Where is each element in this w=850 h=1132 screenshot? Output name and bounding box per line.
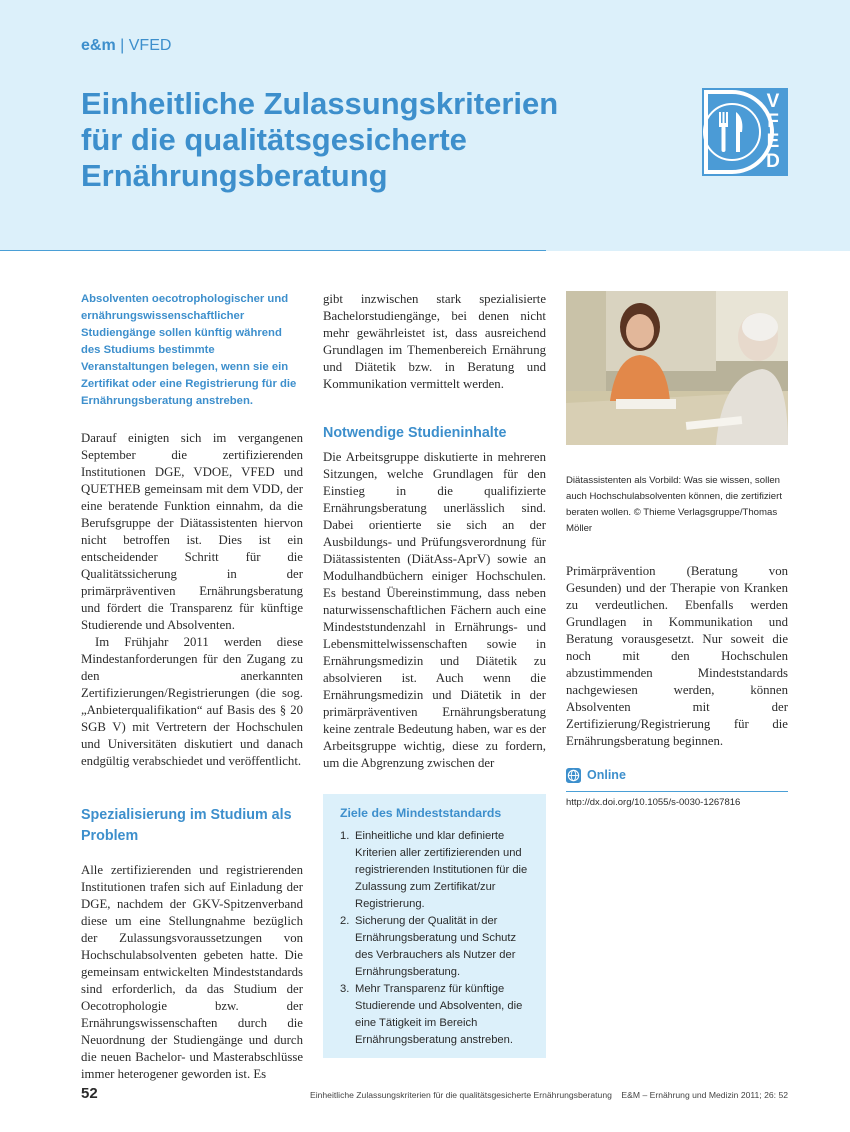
online-divider — [566, 791, 788, 792]
article-title — [81, 86, 681, 194]
body-paragraph: Im Frühjahr 2011 werden diese Mindestanforderungen für den Zugang zu den anerkannten Zertifizierungen/Registrierungen (die sog. „Anbieterqualifikation“ auf Basis des § 20 SGB V) mit Vertretern der Hochschulen und Universitäten diskutiert und danach endgültig verabschiedet und veröffentlicht. — [81, 635, 303, 768]
body-paragraph: Darauf einigten sich im vergangenen September die zertifizierenden Institutionen DGE, VDOE, VFED und QUETHEB gemeinsam mit dem VDD, der eine beratende Funktion einnahm, da die Berufsgruppe der Diätassistenten hiervon nicht betroffen ist. Dies ist ein entscheidender Schritt für die Qualitätssicherung in der primärpräventiven Ernährungsberatung und fördert die Transparenz für künftige Studierende und Absolventen. — [81, 431, 303, 632]
list-text: Mehr Transparenz für künftige Studierende und Absolventen, die eine Tätigkeit im Bereich Ernährungsberatung anstreben. — [355, 983, 523, 1046]
doi-link[interactable]: http://dx.doi.org/10.1055/s-0030-1267816 — [566, 797, 741, 808]
globe-icon — [566, 768, 581, 783]
list-number: 2. — [340, 915, 350, 927]
logo-letters — [764, 92, 782, 172]
list-text: Einheitliche und klar definierte Kriterien aller zertifizierenden und registrierenden Institutionen für die Zulassung zum Zertifikat/zur Registrierung. — [355, 830, 528, 910]
logo-letter: F — [767, 111, 779, 132]
list-number: 3. — [340, 983, 350, 995]
column-right — [566, 291, 788, 811]
goals-list — [340, 828, 532, 1049]
page-number: 52 — [81, 1085, 98, 1102]
photo-caption: Diätassistenten als Vorbild: Was sie wissen, sollen auch Hochschulabsolventen können, die zertifiziert beraten wollen. © Thieme Verlagsgruppe/Thomas Möller — [566, 475, 782, 534]
online-label: Online — [587, 767, 626, 782]
online-link[interactable] — [566, 766, 788, 784]
kicker-tag: VFED — [128, 37, 172, 54]
header-divider — [0, 250, 546, 251]
body-paragraph: Alle zertifizierenden und registrierenden Institutionen trafen sich auf Einladung der DGE, nachdem der GKV-Spitzenverband diese um eine Stellungnahme bezüglich der Zulassungsvoraussetzungen von Hochschulabsolventen gebeten hatte. Die gemeinsam entwickelten Mindeststandards sind erforderlich, da das Studium der Oecotrophologie bzw. der Ernährungswissenschaften durch die Neuordnung der Studiengänge und durch die neuen Bachelor- und Masterabschlüsse immer heterogener geworden ist. Es — [81, 863, 303, 1081]
body-paragraph: Die Arbeitsgruppe diskutierte in mehreren Sitzungen, welche Grundlagen für den Einstieg in die qualifizierte Ernährungsberatung unerlässlich sind. Dabei orientierte sie sich an der Ausbildungs- und Prüfungsverordnung für Diätassistenten (DiätAss-AprV) sowie an Modulhandbüchern einiger Hochschulen. Es bestand Übereinstimmung, dass neben naturwissenschaftlichen Fächern auch eine Mindeststundenzahl in Ernährungs- und Lebensmittelwissenschaften sowie in Ernährungsmedizin und Diätetik zu absolvieren ist. Auch wenn die Ernährungsmedizin und Diätetik in der primärpräventiven Ernährungsberatung keine zentrale Bedeutung haben, war es der Arbeitsgruppe wichtig, diese zu fordern, um die Abgrenzung zwischen der — [323, 450, 546, 770]
column-left — [81, 291, 303, 1083]
list-number: 1. — [340, 830, 350, 842]
kicker-separator: | — [120, 37, 125, 54]
section-kicker — [81, 37, 171, 55]
logo-letter: E — [766, 131, 780, 152]
body-paragraph: gibt inzwischen stark spezialisierte Bachelorstudiengänge, bei denen nicht mehr gewährleistet ist, dass ausreichend Grundlagen im Themenbereich Ernährung und Diätetik bzw. in Beratung und Kommunikation vermittelt werden. — [323, 292, 546, 391]
list-item — [340, 828, 532, 913]
vfed-logo — [702, 88, 788, 176]
running-footer: Einheitliche Zulassungskriterien für die qualitätsgesicherte Ernährungsberatung E&M – Ernährung und Medizin 2011; 26: 52 — [309, 1090, 788, 1100]
list-item — [340, 913, 532, 981]
lead-paragraph: Absolventen oecotrophologischer und ernährungswissenschaftlicher Studiengänge sollen künftig während des Studiums bestimmte Veranstaltungen belegen, wenn sie ein Zertifikat oder eine Registrierung für die Ernährungsberatung anstreben. — [81, 293, 297, 407]
info-box — [323, 794, 546, 1058]
logo-letter: V — [766, 91, 780, 112]
article-photo — [566, 291, 788, 445]
section-heading: Notwendige Studieninhalte — [323, 425, 507, 441]
photo-illustration — [566, 291, 788, 445]
logo-letter: D — [766, 151, 780, 172]
body-paragraph: Primärprävention (Beratung von Gesunden) und der Therapie von Kranken zu verdeutlichen. Ebenfalls werden Grundlagen in Kommunikation und Beratung vorausgesetzt. Nur soweit die noch mit den Hochschulen abzustimmenden Mindeststandards nachgewiesen werden, können Absolventen mit der Zertifizierung/Registrierung für die Ernährungsberatung beginnen. — [566, 564, 788, 748]
title-line: Einheitliche Zulassungskriterien — [81, 86, 559, 121]
list-item — [340, 981, 532, 1049]
title-line: für die qualitätsgesicherte — [81, 122, 467, 157]
list-text: Sicherung der Qualität in der Ernährungsberatung und Schutz des Verbrauchers als Nutzer der Ernährungsberatung. — [355, 915, 517, 978]
kicker-brand: e&m — [81, 37, 116, 54]
section-heading: Spezialisierung im Studium als Problem — [81, 807, 292, 844]
info-box-title: Ziele des Mindeststandards — [340, 806, 502, 820]
title-line: Ernährungsberatung — [81, 158, 388, 193]
column-middle — [323, 291, 546, 772]
